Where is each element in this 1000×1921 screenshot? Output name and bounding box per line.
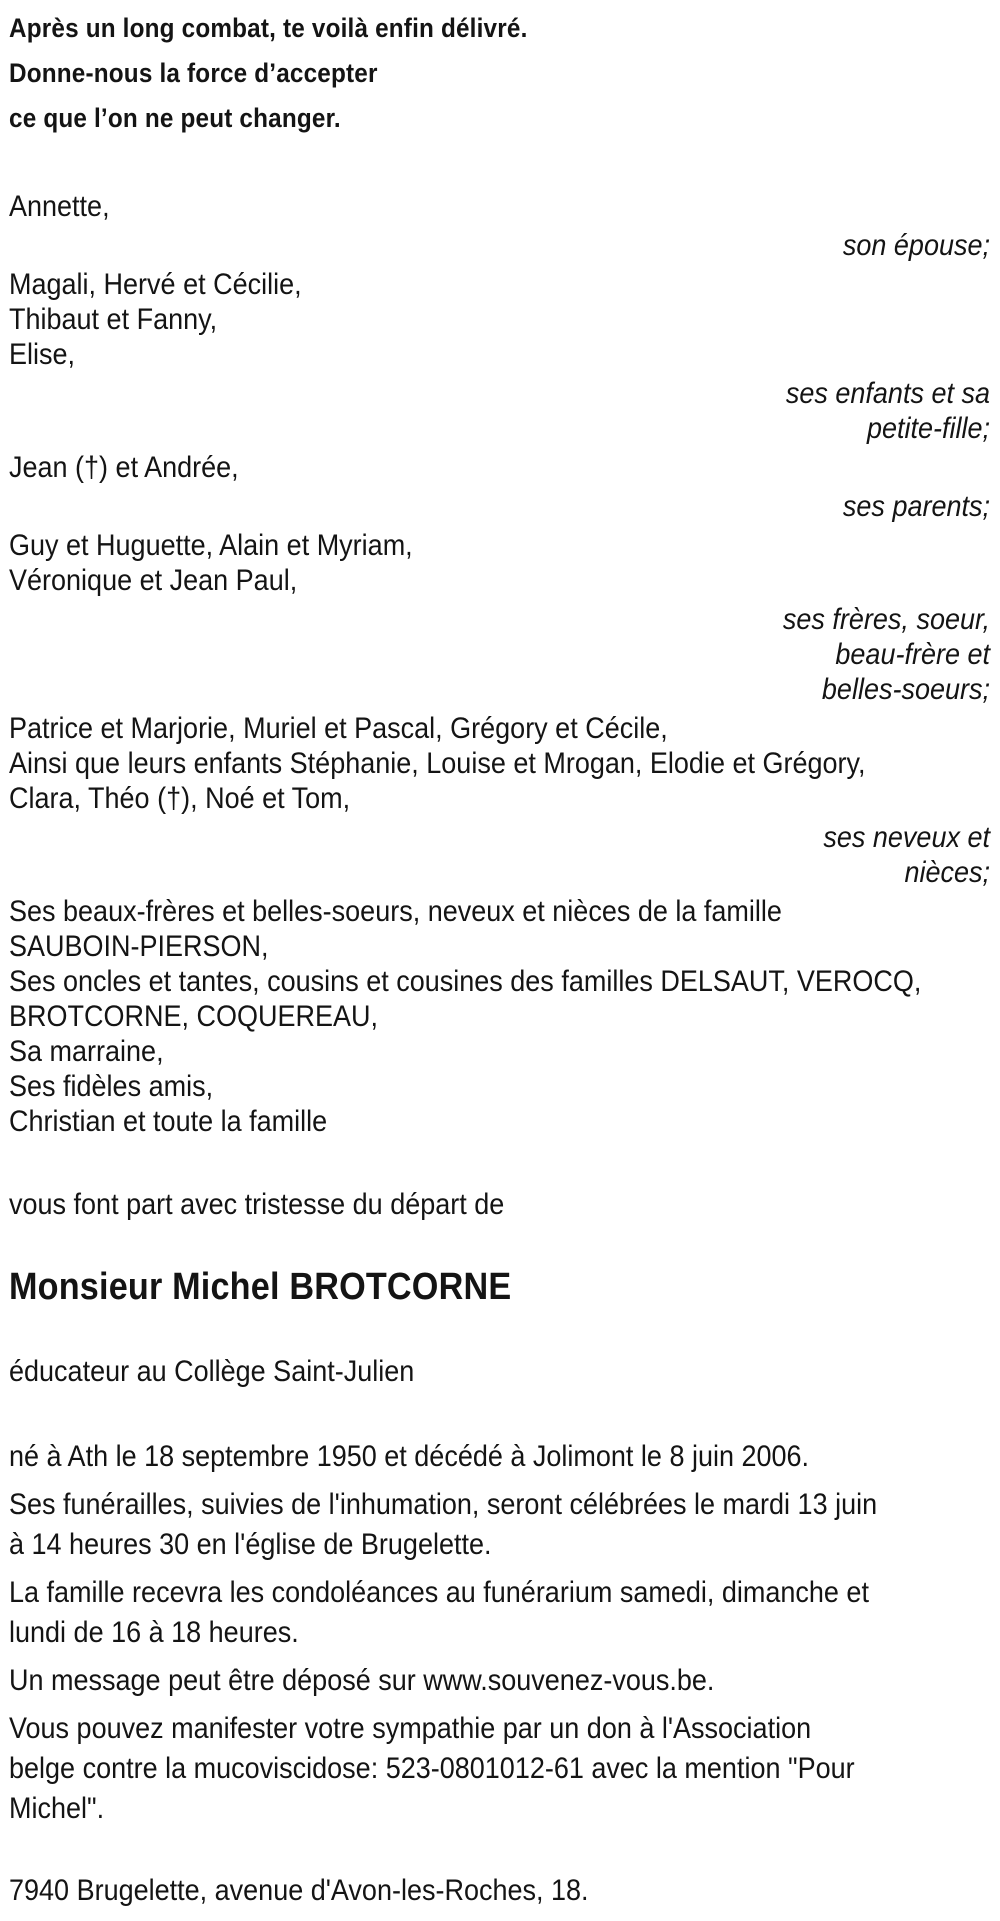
family-name-line: Guy et Huguette, Alain et Myriam,: [9, 529, 413, 562]
family-relation-line: nièces;: [904, 856, 990, 889]
family-names-group: [9, 450, 990, 485]
details-paragraph: [9, 1661, 990, 1701]
details-line: Michel".: [9, 1792, 105, 1825]
family-names-group: [9, 528, 990, 598]
family-name-line: Patrice et Marjorie, Muriel et Pascal, Grégory et Cécile,: [9, 712, 668, 745]
family-relation-line: belles-soeurs;: [821, 673, 990, 706]
family-name-line: Magali, Hervé et Cécilie,: [9, 268, 302, 301]
family-name-line: Jean (†) et Andrée,: [9, 451, 239, 484]
family-name-line: Thibaut et Fanny,: [9, 303, 218, 336]
family-name-line: Clara, Théo (†), Noé et Tom,: [9, 782, 351, 815]
funeral-details: [9, 1437, 990, 1829]
details-line: Un message peut être déposé sur www.souvenez-vous.be.: [9, 1664, 715, 1697]
details-line: à 14 heures 30 en l'église de Brugelette.: [9, 1528, 492, 1561]
family-names-group: [9, 894, 990, 1139]
family-name-line: SAUBOIN-PIERSON,: [9, 930, 269, 963]
family-name-line: Annette,: [9, 190, 110, 223]
family-relation-group: [9, 602, 990, 707]
family-name-line: BROTCORNE, COQUEREAU,: [9, 1000, 379, 1033]
family-list: [9, 189, 990, 1139]
family-name-line: Ses beaux-frères et belles-soeurs, neveux et nièces de la famille: [9, 895, 782, 928]
family-relation-line: ses enfants et sa: [785, 377, 990, 410]
family-name-line: Ses fidèles amis,: [9, 1070, 214, 1103]
family-name-line: Ses oncles et tantes, cousins et cousines des familles DELSAUT, VEROCQ,: [9, 965, 922, 998]
family-names-group: [9, 189, 990, 224]
details-paragraph: [9, 1437, 990, 1477]
family-relation-group: [9, 228, 990, 263]
family-name-line: Véronique et Jean Paul,: [9, 564, 298, 597]
announcement-intro: vous font part avec tristesse du départ de: [9, 1188, 505, 1221]
family-relation-line: son épouse;: [842, 229, 990, 262]
family-relation-line: petite-fille;: [866, 412, 990, 445]
deceased-occupation: éducateur au Collège Saint-Julien: [9, 1355, 415, 1388]
opening-quote: [9, 6, 990, 141]
family-relation-group: [9, 820, 990, 890]
quote-line: Donne-nous la force d’accepter: [9, 58, 378, 88]
quote-line: Après un long combat, te voilà enfin délivré.: [9, 13, 528, 43]
details-paragraph: [9, 1485, 990, 1565]
quote-line: ce que l’on ne peut changer.: [9, 103, 341, 133]
address-line: 7940 Brugelette, avenue d'Avon-les-Roches, 18.: [9, 1874, 589, 1907]
family-relation-line: ses frères, soeur,: [782, 603, 990, 636]
family-name-line: Elise,: [9, 338, 76, 371]
family-relation-group: [9, 376, 990, 446]
family-names-group: [9, 711, 990, 816]
details-paragraph: [9, 1573, 990, 1653]
family-relation-line: ses parents;: [842, 490, 990, 523]
details-line: né à Ath le 18 septembre 1950 et décédé à Jolimont le 8 juin 2006.: [9, 1440, 810, 1473]
family-name-line: Christian et toute la famille: [9, 1105, 328, 1138]
family-relation-line: ses neveux et: [823, 821, 990, 854]
family-relation-group: [9, 489, 990, 524]
family-name-line: Ainsi que leurs enfants Stéphanie, Louise et Mrogan, Elodie et Grégory,: [9, 747, 866, 780]
details-paragraph: [9, 1709, 990, 1829]
family-names-group: [9, 267, 990, 372]
details-line: Vous pouvez manifester votre sympathie par un don à l'Association: [9, 1712, 812, 1745]
details-line: belge contre la mucoviscidose: 523-0801012-61 avec la mention "Pour: [9, 1752, 855, 1785]
family-name-line: Sa marraine,: [9, 1035, 164, 1068]
family-relation-line: beau-frère et: [835, 638, 990, 671]
details-line: Ses funérailles, suivies de l'inhumation, seront célébrées le mardi 13 juin: [9, 1488, 878, 1521]
details-line: La famille recevra les condoléances au funérarium samedi, dimanche et: [9, 1576, 869, 1609]
details-line: lundi de 16 à 18 heures.: [9, 1616, 299, 1649]
deceased-name: Monsieur Michel BROTCORNE: [9, 1266, 512, 1308]
